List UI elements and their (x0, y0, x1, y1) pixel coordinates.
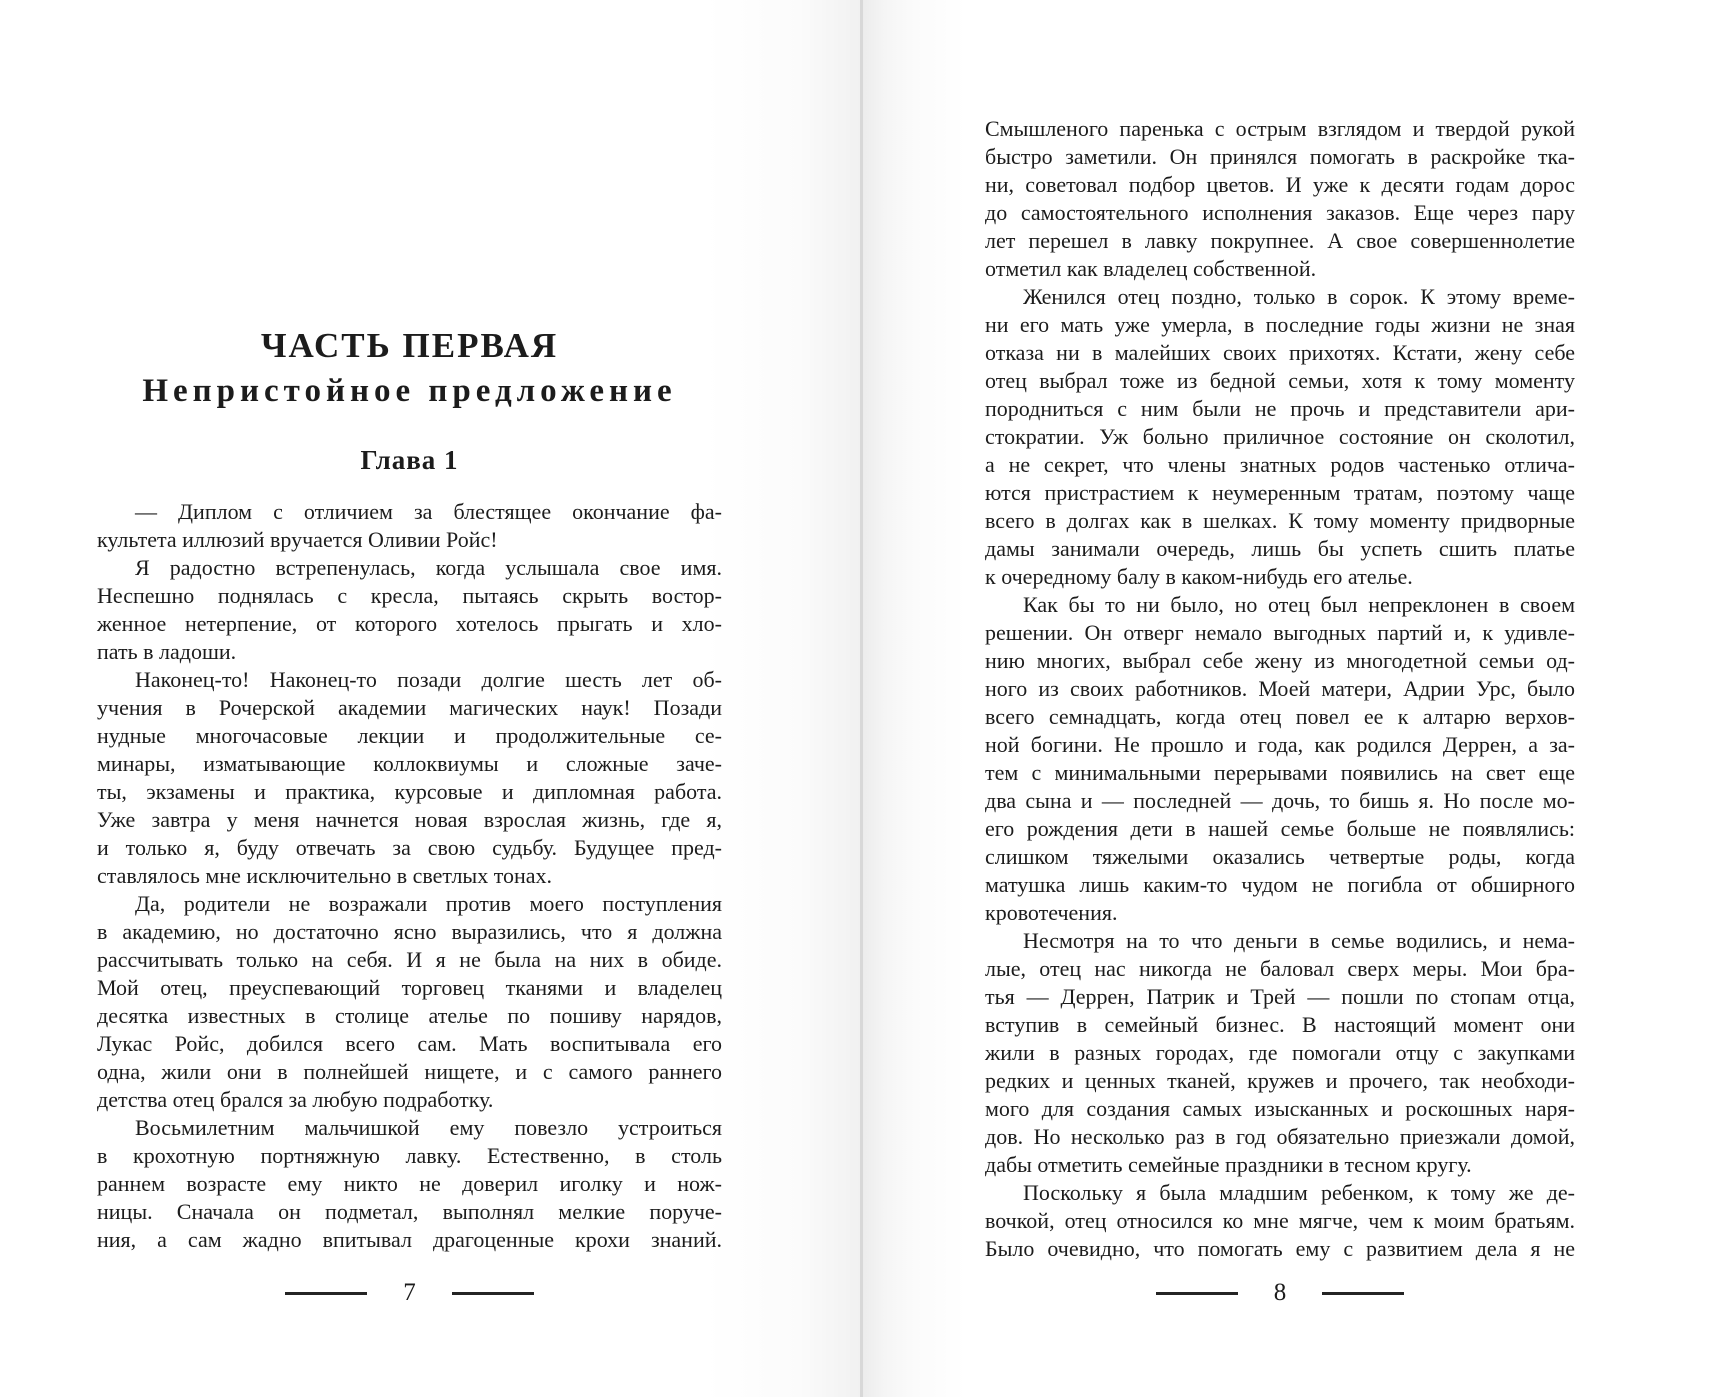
text-line: ного из своих работников. Моей матери, Адрии Урс, было (985, 676, 1575, 701)
text-line: а не секрет, что члены знатных родов частенько отлича- (985, 452, 1575, 477)
text-line: минары, изматывающие коллоквиумы и сложные заче- (97, 751, 722, 776)
paragraph (985, 927, 1575, 1179)
text-line: отказа ни в малейших своих прихотях. Кстати, жену себе (985, 340, 1575, 365)
right-page-text (985, 115, 1575, 1263)
page-number-rule-right (1322, 1292, 1404, 1295)
page-number-rule-left (285, 1292, 367, 1295)
text-line: быстро заметили. Он принялся помогать в раскройке тка- (985, 144, 1575, 169)
paragraph (985, 115, 1575, 283)
text-line: Поскольку я была младшим ребенком, к тому же де- (1023, 1180, 1575, 1205)
text-line: ницы. Сначала он подметал, выполнял мелкие поруче- (97, 1199, 722, 1224)
text-line: его рождения дети в нашей семье больше не появлялись: (985, 816, 1575, 841)
text-line: учения в Рочерской академии магических наук! Позади (97, 695, 722, 720)
text-line: Неспешно поднялась с кресла, пытаясь скрыть востор- (97, 583, 722, 608)
text-line: вочкой, отец относился ко мне мягче, чем к моим братьям. (985, 1208, 1575, 1233)
text-line: ни, советовал подбор цветов. И уже к десяти годам дорос (985, 172, 1575, 197)
paragraph (97, 1114, 722, 1254)
text-line: нудные многочасовые лекции и продолжительные се- (97, 723, 722, 748)
text-line: и только я, буду отвечать за свою судьбу. Будущее пред- (97, 835, 722, 860)
text-line: дов. Но несколько раз в год обязательно приезжали домой, (985, 1124, 1575, 1149)
text-line: Было очевидно, что помогать ему с развитием дела я не (985, 1236, 1575, 1261)
text-line: всего в долгах как в шелках. К тому моменту придворные (985, 508, 1575, 533)
right-page-text-column (985, 0, 1575, 1397)
text-line: детства отец брался за любую подработку. (97, 1087, 494, 1112)
text-line: Лукас Ройс, добился всего сам. Мать воспитывала его (97, 1031, 722, 1056)
text-line: ются пристрастием к неумеренным тратам, поэтому чаще (985, 480, 1575, 505)
text-line: Восьмилетним мальчишкой ему повезло устроиться (135, 1115, 722, 1140)
text-line: редких и ценных тканей, кружев и прочего, так необходи- (985, 1068, 1575, 1093)
text-line: два сына и — последней — дочь, то бишь я. Но после мо- (985, 788, 1575, 813)
text-line: женное нетерпение, от которого хотелось прыгать и хло- (97, 611, 722, 636)
paragraph (97, 554, 722, 666)
text-line: кровотечения. (985, 900, 1118, 925)
page-number-rule-right (452, 1292, 534, 1295)
chapter-title: Глава 1 (360, 445, 459, 475)
text-line: ния, а сам жадно впитывал драгоценные крохи знаний. (97, 1227, 722, 1252)
text-line: к очередному балу в каком-нибудь его ателье. (985, 564, 1413, 589)
left-page-footer (97, 1279, 722, 1307)
text-line: матушка лишь каким-то чудом не погибла от обширного (985, 872, 1575, 897)
text-line: пать в ладоши. (97, 639, 237, 664)
text-line: тем с минимальными перерывами появились на свет еще (985, 760, 1575, 785)
paragraph (97, 890, 722, 1114)
text-line: стократии. Уж больно приличное состояние он сколотил, (985, 424, 1575, 449)
text-line: дабы отметить семейные праздники в тесном кругу. (985, 1152, 1472, 1177)
right-page-number: 8 (1273, 1279, 1287, 1306)
part-title: ЧАСТЬ ПЕРВАЯ (260, 326, 559, 365)
text-line: ты, экзамены и практика, курсовые и дипломная работа. (97, 779, 722, 804)
text-line: всего семнадцать, когда отец повел ее к алтарю верхов- (985, 704, 1575, 729)
text-line: слишком тяжелыми оказались четвертые роды, когда (985, 844, 1575, 869)
text-line: отметил как владелец собственной. (985, 256, 1317, 281)
text-line: раннем возрасте ему никто не доверил иголку и нож- (97, 1171, 722, 1196)
text-line: Я радостно встрепенулась, когда услышала свое имя. (135, 555, 722, 580)
text-line: нию многих, выбрал себе жену из многодетной семьи од- (985, 648, 1575, 673)
text-line: до самостоятельного исполнения заказов. Еще через пару (985, 200, 1575, 225)
text-line: рассчитывать только на себя. И я не была на них в обиде. (97, 947, 722, 972)
text-line: лые, отец нас никогда не баловал сверх меры. Мои бра- (985, 956, 1575, 981)
text-line: десятка известных в столице ателье по пошиву нарядов, (97, 1003, 722, 1028)
text-line: ни его мать уже умерла, в последние годы жизни не зная (985, 312, 1575, 337)
text-line: мого для создания самых изысканных и роскошных наря- (985, 1096, 1575, 1121)
text-line: Смышленого паренька с острым взглядом и твердой рукой (985, 116, 1575, 141)
page-left (0, 0, 860, 1397)
text-line: — Диплом с отличием за блестящее окончание фа- (135, 499, 722, 524)
text-line: ставлялось мне исключительно в светлых тонах. (97, 863, 553, 888)
text-line: отец выбрал тоже из бедной семьи, хотя к тому моменту (985, 368, 1575, 393)
part-subtitle: Непристойное предложение (142, 373, 677, 409)
text-line: в крохотную портняжную лавку. Естественно, в столь (97, 1143, 722, 1168)
text-line: жили в разных городах, где помогали отцу с закупками (985, 1040, 1575, 1065)
text-line: культета иллюзий вручается Оливии Ройс! (97, 527, 498, 552)
text-line: Как бы то ни было, но отец был непреклонен в своем (1023, 592, 1575, 617)
text-line: ной богини. Не прошло и года, как родился Деррен, а за- (985, 732, 1575, 757)
paragraph (985, 1179, 1575, 1263)
text-line: вступив в семейный бизнес. В настоящий момент они (985, 1012, 1575, 1037)
paragraph (985, 283, 1575, 591)
paragraph (97, 498, 722, 554)
text-line: тья — Деррен, Патрик и Трей — пошли по стопам отца, (985, 984, 1575, 1009)
page-number-rule-left (1156, 1292, 1238, 1295)
text-line: дамы занимали очередь, лишь бы успеть сшить платье (985, 536, 1575, 561)
left-page-text (97, 498, 722, 1254)
text-line: одна, жили они в полнейшей нищете, и с самого раннего (97, 1059, 722, 1084)
text-line: Мой отец, преуспевающий торговец тканями и владелец (97, 975, 722, 1000)
text-line: породниться с ним были не прочь и представители ари- (985, 396, 1575, 421)
text-line: решении. Он отверг немало выгодных партий и, к удивле- (985, 620, 1575, 645)
right-page-footer (985, 1279, 1575, 1307)
text-line: Уже завтра у меня начнется новая взрослая жизнь, где я, (97, 807, 722, 832)
left-page-text-column (97, 0, 722, 1397)
text-line: Женился отец поздно, только в сорок. К этому време- (1023, 284, 1575, 309)
text-line: Несмотря на то что деньги в семье водились, и нема- (1023, 928, 1575, 953)
text-line: Наконец-то! Наконец-то позади долгие шесть лет об- (135, 667, 722, 692)
page-right (863, 0, 1726, 1397)
paragraph (985, 591, 1575, 927)
text-line: Да, родители не возражали против моего поступления (135, 891, 722, 916)
paragraph (97, 666, 722, 890)
left-page-number: 7 (403, 1279, 416, 1306)
text-line: лет перешел в лавку покрупнее. А свое совершеннолетие (985, 228, 1575, 253)
text-line: в академию, но достаточно ясно выразились, что я должна (97, 919, 722, 944)
